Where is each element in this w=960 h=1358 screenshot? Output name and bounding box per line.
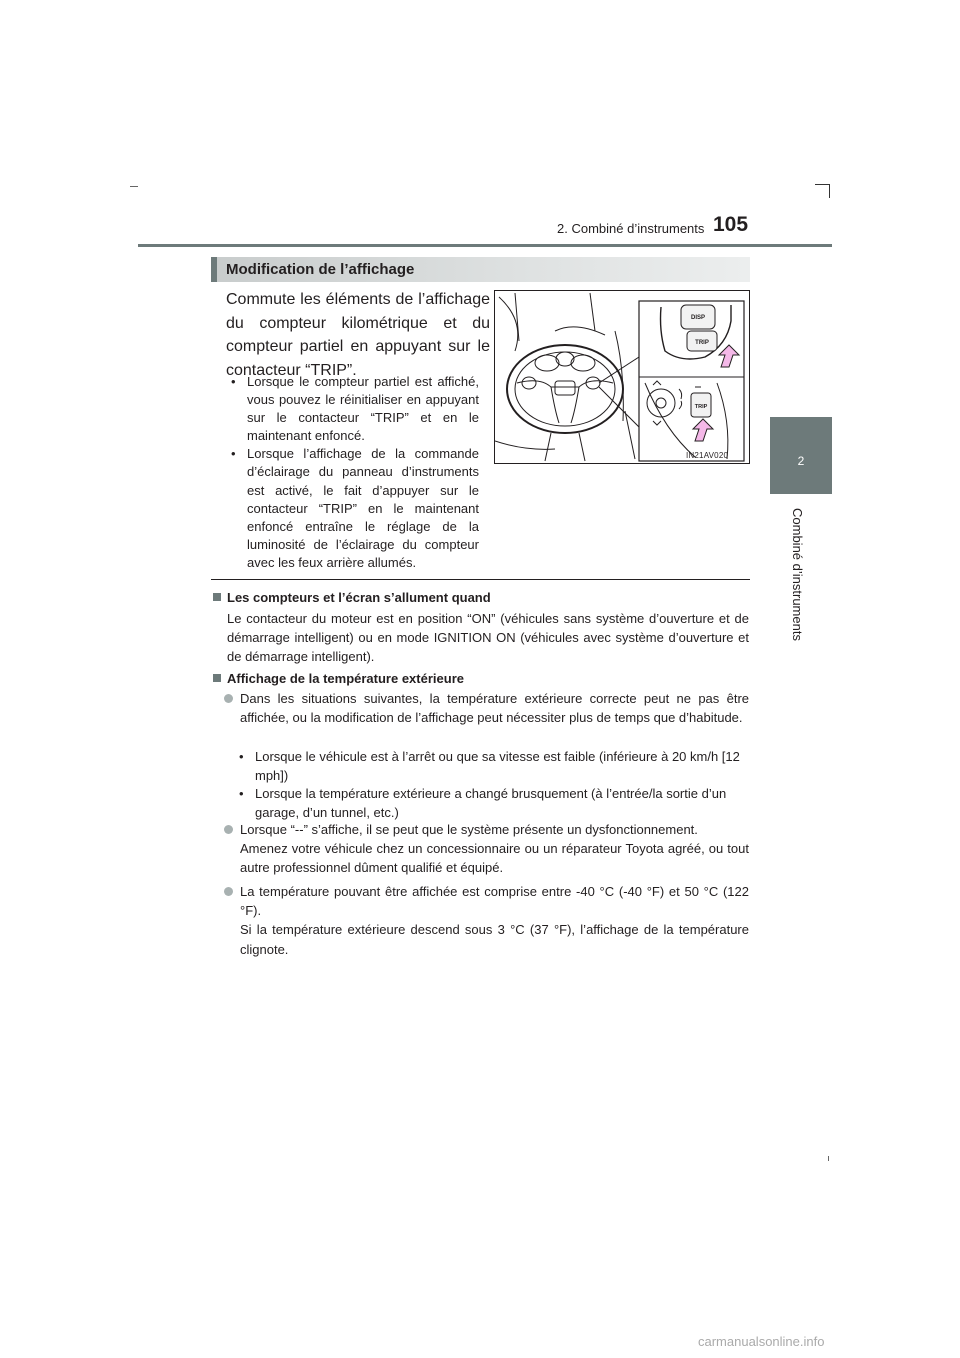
note-heading	[213, 669, 464, 688]
circle-bullet-icon	[224, 825, 233, 834]
header-rule	[138, 244, 832, 247]
section-title: Modification de l’affichage	[226, 261, 415, 278]
running-header-section: 2. Combiné d’instruments	[557, 221, 705, 236]
steering-wheel-illustration	[494, 290, 750, 464]
section-divider	[211, 579, 750, 580]
crop-mark	[828, 1156, 829, 1161]
circle-list-item	[224, 820, 749, 878]
crop-mark	[130, 186, 138, 187]
bullet-item: • Lorsque l’affichage de la commande d’éclairage du panneau d’instruments est activé, le fait d’appuyer sur le contacteur “TRIP” en le maintenant enfoncé entraîne le réglage de la luminosité de l’éclairage du compteur avec les feux arrière allumés.	[231, 445, 479, 572]
chapter-tab-number: 2	[797, 454, 805, 468]
section-heading-accent	[211, 257, 217, 282]
watermark: carmanualsonline.info	[698, 1334, 825, 1349]
circle-list-item-text: La température pouvant être affichée est comprise entre -40 °C (-40 °F) et 50 °C (122 °F).	[240, 884, 749, 919]
circle-list-item	[224, 689, 749, 727]
crop-mark	[815, 184, 830, 185]
page-number: 105	[713, 213, 749, 236]
trip-button-label: TRIP	[695, 340, 709, 346]
steering-wheel-drawing	[495, 291, 749, 463]
circle-list-item-text: Dans les situations suivantes, la température extérieure correcte peut ne pas être affichée, ou la modification de l’affichage peut nécessiter plus de temps que d’habitude.	[240, 691, 749, 726]
circle-bullet-icon	[224, 887, 233, 896]
bullet-list	[231, 373, 479, 572]
note-heading-text: Affichage de la température extérieure	[227, 671, 464, 686]
circle-list-item-text: Amenez votre véhicule chez un concessionnaire ou un réparateur Toyota agréé, ou tout autre professionnel dûment qualifié et équipé.	[240, 841, 749, 876]
figure-code: IN21AV020	[686, 451, 729, 460]
chapter-side-label	[789, 508, 805, 641]
circle-list-item	[224, 882, 749, 959]
main-paragraph: Commute les éléments de l’affichage du compteur kilométrique et du compteur partiel en appuyant sur le contacteur “TRIP”.	[226, 291, 490, 379]
crop-mark	[829, 184, 830, 198]
note-heading	[213, 588, 491, 607]
note-heading-text: Les compteurs et l’écran s’allument quand	[227, 590, 491, 605]
square-bullet-icon	[213, 674, 221, 682]
sub-list-item: • Lorsque le véhicule est à l’arrêt ou que sa vitesse est faible (inférieure à 20 km/h [12 mph])	[239, 747, 755, 785]
note-text: Le contacteur du moteur est en position “ON” (véhicules sans système d’ouverture et de démarrage intelligent) ou en mode IGNITION ON (véhicules avec système d’ouverture et de démarrage intelligent).	[227, 611, 749, 665]
circle-bullet-icon	[224, 694, 233, 703]
sub-list-item: • Lorsque la température extérieure a changé brusquement (à l’entrée/la sortie d’un garage, d’un tunnel, etc.)	[239, 784, 755, 822]
bullet-item: • Lorsque le compteur partiel est affiché, vous pouvez le réinitialiser en appuyant sur le contacteur “TRIP” et en le maintenant enfoncé.	[231, 373, 479, 445]
trip-switch-label: TRIP	[694, 404, 708, 410]
chapter-side-label-text: Combiné d’instruments	[790, 508, 805, 641]
circle-list-item-text: Si la température extérieure descend sous 3 °C (37 °F), l’affichage de la température clignote.	[240, 922, 749, 957]
disp-button-label: DISP	[690, 315, 706, 321]
circle-list-item-text: Lorsque “--” s’affiche, il se peut que le système présente un dysfonctionnement.	[240, 822, 698, 837]
square-bullet-icon	[213, 593, 221, 601]
